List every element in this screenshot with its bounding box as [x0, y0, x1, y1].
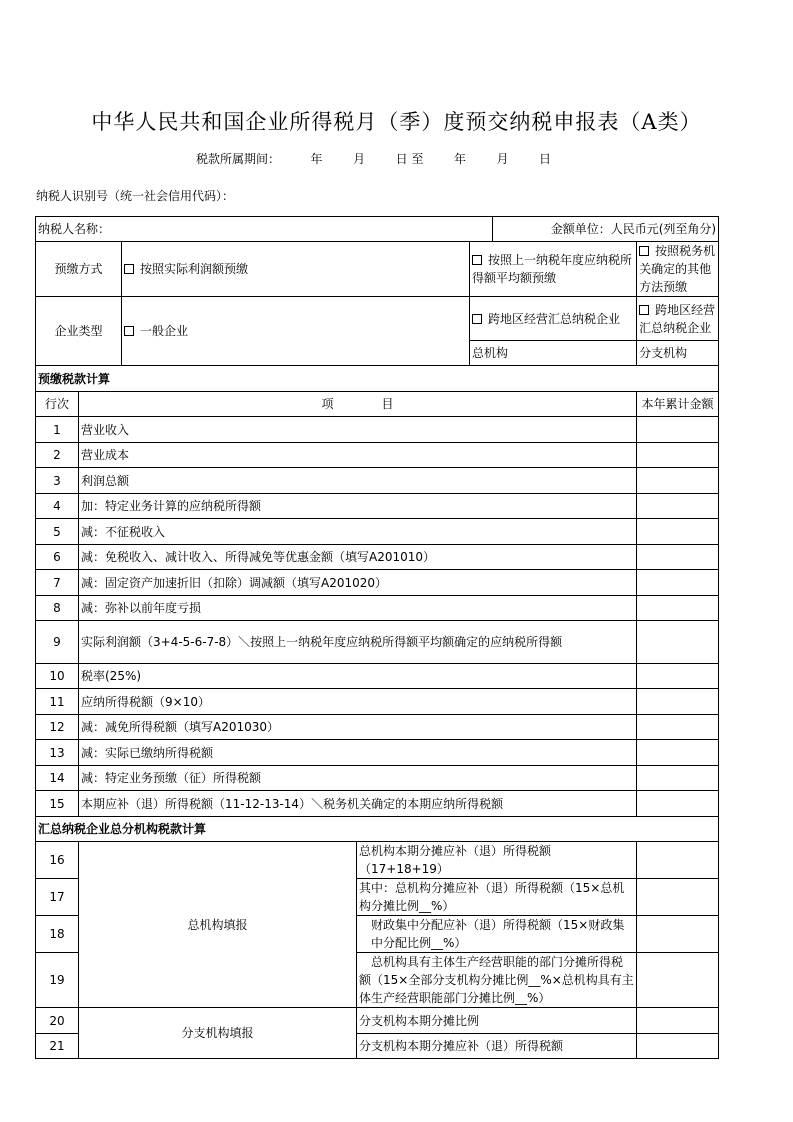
amount-cell[interactable] — [637, 545, 719, 570]
prepay-option-prior-year[interactable] — [470, 242, 637, 297]
head-office-sublabel: 总机构 — [470, 341, 637, 366]
start-month: 月 — [353, 152, 366, 166]
line-item: 利润总额 — [79, 468, 637, 494]
amount-cell[interactable] — [637, 916, 719, 953]
section-prepay-calculation: 预缴税款计算 — [36, 366, 719, 392]
amount-cell[interactable] — [637, 879, 719, 916]
form-title: 中华人民共和国企业所得税月（季）度预交纳税申报表（A类） — [91, 110, 702, 134]
line-item: 减：弥补以前年度亏损 — [79, 596, 637, 621]
line-item: 营业成本 — [79, 443, 637, 468]
end-day: 日 — [539, 152, 552, 166]
line-number: 16 — [36, 842, 79, 879]
line-item: 总机构具有主体生产经营职能的部门分摊所得税额（15×全部分支机构分摊比例__%×总机构具有主体生产经营职能部门分摊比例__%） — [357, 953, 637, 1008]
amount-cell[interactable] — [637, 740, 719, 766]
taxpayer-name-label: 纳税人名称： — [38, 222, 111, 236]
line-item: 营业收入 — [79, 417, 637, 443]
amount-cell[interactable] — [637, 766, 719, 791]
amount-unit: 金额单位：人民币元(列至角分) — [493, 217, 719, 242]
line-number: 8 — [36, 596, 79, 621]
amount-cell[interactable] — [637, 621, 719, 664]
checkbox-icon[interactable] — [124, 326, 134, 336]
amount-cell[interactable] — [637, 468, 719, 494]
line-item: 减：不征税收入 — [79, 519, 637, 545]
line-number: 7 — [36, 570, 79, 596]
prepay-option-label: 按照上一纳税年度应纳税所得额平均额预缴 — [472, 253, 633, 285]
line-number: 20 — [36, 1008, 79, 1034]
branch-fill-label: 分支机构填报 — [79, 1008, 357, 1059]
prepay-method-label: 预缴方式 — [36, 242, 122, 297]
line-number: 5 — [36, 519, 79, 545]
line-item: 减：免税收入、减计收入、所得减免等优惠金额（填写A201010） — [79, 545, 637, 570]
line-number: 6 — [36, 545, 79, 570]
line-number: 15 — [36, 791, 79, 817]
line-item: 分支机构本期分摊应补（退）所得税额 — [357, 1034, 637, 1059]
branch-sublabel: 分支机构 — [637, 341, 719, 366]
end-year: 年 — [453, 152, 466, 166]
tax-period — [196, 150, 551, 167]
section-consolidated-calculation: 汇总纳税企业总分机构税款计算 — [36, 817, 719, 842]
amount-cell[interactable] — [637, 953, 719, 1008]
line-item: 减：减免所得税额（填写A201030） — [79, 715, 637, 740]
prepay-option-other-method[interactable] — [637, 242, 719, 297]
amount-cell[interactable] — [637, 596, 719, 621]
amount-cell[interactable] — [637, 443, 719, 468]
line-number: 11 — [36, 689, 79, 715]
col-header-line: 行次 — [36, 392, 79, 417]
enterprise-option-label: 一般企业 — [140, 324, 189, 338]
checkbox-icon[interactable] — [639, 305, 649, 315]
amount-cell[interactable] — [637, 417, 719, 443]
prepay-option-label: 按照实际利润额预缴 — [140, 262, 249, 276]
line-number: 1 — [36, 417, 79, 443]
line-number: 17 — [36, 879, 79, 916]
line-number: 4 — [36, 494, 79, 519]
checkbox-icon[interactable] — [472, 255, 482, 265]
amount-cell[interactable] — [637, 715, 719, 740]
col-header-amount: 本年累计金额 — [637, 392, 719, 417]
line-number: 21 — [36, 1034, 79, 1059]
line-item: 总机构本期分摊应补（退）所得税额（17+18+19） — [357, 842, 637, 879]
line-item: 减：实际已缴纳所得税额 — [79, 740, 637, 766]
line-item: 其中：总机构分摊应补（退）所得税额（15×总机构分摊比例__%） — [357, 879, 637, 916]
prepay-option-actual-profit[interactable] — [122, 242, 470, 297]
line-item: 税率(25%) — [79, 664, 637, 689]
enterprise-option-general[interactable] — [122, 297, 470, 366]
amount-cell[interactable] — [637, 1034, 719, 1059]
line-number: 2 — [36, 443, 79, 468]
line-item: 应纳所得税额（9×10） — [79, 689, 637, 715]
line-number: 10 — [36, 664, 79, 689]
line-number: 13 — [36, 740, 79, 766]
enterprise-option-label: 跨地区经营汇总纳税企业 — [488, 311, 621, 326]
amount-cell[interactable] — [637, 1008, 719, 1034]
enterprise-type-label: 企业类型 — [36, 297, 122, 366]
start-day: 日 — [395, 152, 408, 166]
declaration-table — [35, 216, 719, 1059]
line-item: 本期应补（退）所得税额（11-12-13-14）＼税务机关确定的本期应纳所得税额 — [79, 791, 637, 817]
col-header-item: 项 目 — [79, 392, 637, 417]
checkbox-icon[interactable] — [472, 314, 482, 324]
tax-period-label: 税款所属期间： — [196, 152, 281, 166]
line-number: 3 — [36, 468, 79, 494]
period-to: 至 — [411, 152, 424, 166]
prepay-option-label: 按照税务机关确定的其他方法预缴 — [639, 244, 716, 294]
amount-cell[interactable] — [637, 494, 719, 519]
enterprise-option-label: 跨地区经营汇总纳税企业 — [639, 302, 716, 335]
amount-cell[interactable] — [637, 570, 719, 596]
line-item: 加：特定业务计算的应纳税所得额 — [79, 494, 637, 519]
line-number: 19 — [36, 953, 79, 1008]
line-item: 实际利润额（3+4-5-6-7-8）＼按照上一纳税年度应纳税所得额平均额确定的应纳税所得额 — [79, 621, 637, 664]
checkbox-icon[interactable] — [639, 246, 649, 256]
taxpayer-id-label: 纳税人识别号（统一社会信用代码）： — [36, 189, 235, 203]
taxpayer-name-cell[interactable] — [36, 217, 493, 242]
start-year: 年 — [310, 152, 323, 166]
line-number: 12 — [36, 715, 79, 740]
line-item: 财政集中分配应补（退）所得税额（15×财政集中分配比例__%） — [357, 916, 637, 953]
amount-cell[interactable] — [637, 519, 719, 545]
checkbox-icon[interactable] — [124, 264, 134, 274]
enterprise-option-consolidated-branch[interactable] — [637, 297, 719, 341]
line-item: 减：特定业务预缴（征）所得税额 — [79, 766, 637, 791]
end-month: 月 — [496, 152, 509, 166]
amount-cell[interactable] — [637, 664, 719, 689]
amount-cell[interactable] — [637, 842, 719, 879]
head-office-fill-label: 总机构填报 — [79, 842, 357, 1008]
enterprise-option-consolidated-head[interactable] — [470, 297, 637, 341]
line-number: 18 — [36, 916, 79, 953]
line-number: 9 — [36, 621, 79, 664]
amount-cell[interactable] — [637, 689, 719, 715]
line-item: 减：固定资产加速折旧（扣除）调减额（填写A201020） — [79, 570, 637, 596]
line-number: 14 — [36, 766, 79, 791]
line-item: 分支机构本期分摊比例 — [357, 1008, 637, 1034]
amount-cell[interactable] — [637, 791, 719, 817]
